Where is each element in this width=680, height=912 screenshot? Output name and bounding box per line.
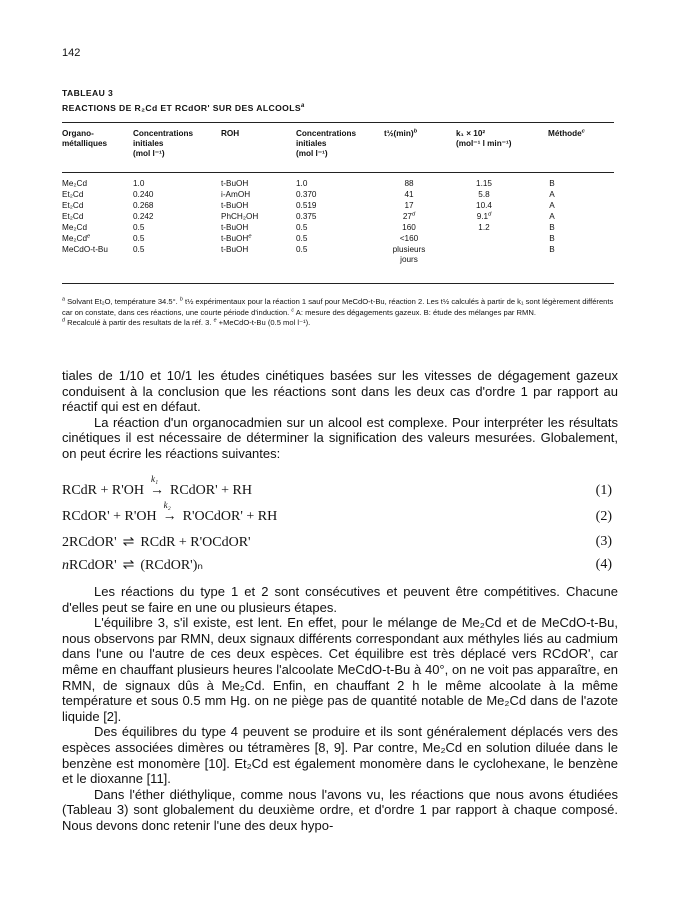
cell-conc1: 0.5 (133, 245, 145, 254)
equation (62, 557, 612, 574)
cell-half-time: plusieurs jours (392, 245, 426, 264)
header-conc1 (133, 129, 193, 159)
cell-method: A (549, 201, 555, 210)
paragraph: L'équilibre 3, s'il existe, est lent. En effet, pour le mélange de Me₂Cd et de MeCdO-t-Bu, nous observons par RMN, deux signaux différents correspondant aux méthyles liés au cadmium dans l'une ou l'autre de ces deux espèces. Cet équilibre est très déplacé vers RCdOR', car même en chauffant plusieurs heures l'alcoolate MeCdO-t-Bu à 40°, on ne voit pas apparaître, en RMN, de signaux dûs à Me₂Cd. Enfin, en chauffant 2 h le même alcoolate à la même température et sous 0.5 mm Hg. on ne piège pas de quantité notable de Me₂Cd dans de l'azote liquide [2]. (62, 615, 618, 724)
header-line: Méthode (548, 129, 582, 138)
rate-constant-label: k₁ (151, 474, 159, 484)
table-label: TABLEAU 3 (62, 88, 114, 98)
paragraph: La réaction d'un organocadmien sur un alcool est complexe. Pour interpréter les résultats cinétiques il est nécessaire de déterminer la signification des valeurs mesurées. Globalement, on peut écrire les réactions suivantes: (62, 414, 618, 461)
footnote-text: t½ expérimentaux pour la réaction 1 sauf pour MeCdO-t-Bu, réaction 2. Les t½ calculés à partir de k₁ sont légèrement différents car on constate, dans ces réactions, une courte période d'induction. (62, 297, 614, 317)
footnote-mark: a (62, 296, 65, 303)
cell-k1: 10.4 (476, 201, 492, 210)
cell-conc2: 0.519 (296, 201, 317, 210)
header-line: (mol l⁻¹) (133, 149, 165, 158)
cell-roh: t-BuOH (221, 223, 249, 232)
cell-roh: PhCH₂OH (221, 212, 259, 221)
footnote-text: Recalculé à partir des resultats de la réf. 3. (67, 318, 212, 327)
cell-method: A (549, 190, 555, 199)
table-header-rule (62, 172, 614, 173)
cell-method: B (549, 234, 555, 243)
equation-number: (2) (595, 509, 612, 524)
header-line: t½(min) (384, 129, 414, 138)
cell-half-time: 17 (404, 201, 414, 210)
equation-lhs: RCdOR' + R'OH (62, 509, 157, 524)
equation-number: (4) (595, 557, 612, 572)
body-text-bottom (62, 584, 618, 834)
cell-method: B (549, 179, 555, 188)
equation-rhs: RCdR + R'OCdOR' (140, 535, 251, 550)
cell-half-time: 41 (404, 190, 414, 199)
header-half-time (384, 129, 417, 139)
table-title-note: a (301, 103, 305, 110)
cell-conc2: 0.5 (296, 223, 308, 232)
table-title: REACTIONS DE R₂Cd ET RCdOR' SUR DES ALCOOLS (62, 103, 302, 113)
equation-arrow: → k₁ (150, 474, 164, 498)
header-line: initiales (296, 139, 327, 148)
footnote-text: +MeCdO-t-Bu (0.5 mol l⁻¹). (218, 318, 311, 327)
header-line: (mol⁻¹ l min⁻¹) (456, 139, 512, 148)
header-note: b (413, 128, 418, 135)
paragraph: Des équilibres du type 4 peuvent se produire et ils sont généralement déplacés vers des espèces associées dimères ou tétramères [8, 9]. Par contre, Me₂Cd en solution diluée dans le benzène est monomère [10]. Et₂Cd est également monomère dans le cyclohexane, le benzène et le dioxanne [11]. (62, 724, 618, 787)
footnote-mark: e (213, 317, 217, 324)
cell-conc2: 1.0 (296, 179, 308, 188)
cell-roh: t-BuOH (221, 179, 249, 188)
cell-k1: 5.8 (478, 190, 490, 199)
cell-conc1: 0.5 (133, 234, 145, 243)
footnote-mark: b (179, 296, 183, 303)
cell-k1: 9.1$^d$ (476, 211, 492, 221)
footnote-mark: c (291, 306, 295, 313)
cell-conc1: 1.0 (133, 179, 145, 188)
cell-organometal: Me₂Cd$^e$ (62, 233, 91, 243)
equation (62, 500, 612, 525)
equation-lhs: 2RCdOR' (62, 535, 117, 550)
table-top-rule (62, 122, 614, 123)
cell-half-time: 160 (402, 223, 416, 232)
equation-arrow: ⇌ (122, 558, 135, 573)
equation-lhs: nRCdOR' (62, 558, 117, 573)
table-bottom-rule (62, 283, 614, 284)
cell-conc2: 0.5 (296, 245, 308, 254)
cell-organometal: Me₂Cd (62, 179, 88, 188)
cell-organometal: Et₂Cd (62, 212, 84, 221)
cell-method: B (549, 245, 555, 254)
header-note: c (581, 128, 585, 135)
cell-conc1: 0.5 (133, 223, 145, 232)
header-line: initiales (133, 139, 164, 148)
cell-organometal: Me₂Cd (62, 223, 88, 232)
cell-roh: t-BuOH (221, 245, 249, 254)
header-k1 (456, 129, 512, 149)
header-line: (mol l⁻¹) (296, 149, 328, 158)
cell-conc1: 0.240 (133, 190, 154, 199)
equation (62, 474, 612, 499)
footnote-text: A: mesure des dégagements gazeux. B: étude des mélanges par RMN. (295, 307, 536, 317)
table-title-line (62, 101, 305, 116)
equation-rhs: RCdOR' + RH (170, 483, 252, 498)
cell-method: B (549, 223, 555, 232)
header-line: Concentrations (296, 129, 357, 138)
cell-conc2: 0.370 (296, 190, 317, 199)
header-organometal (62, 129, 107, 149)
cell-conc1: 0.268 (133, 201, 154, 210)
footnote-text: Solvant Et₂O, température 34.5°. (67, 297, 178, 306)
equation-arrow: ⇌ (122, 535, 135, 550)
header-line: ROH (221, 129, 240, 138)
equation-rhs: (RCdOR')ₙ (140, 558, 203, 573)
paragraph: Les réactions du type 1 et 2 sont consécutives et peuvent être compétitives. Chacune d'elles peut se faire en une ou plusieurs étapes. (62, 584, 618, 615)
cell-k1: 1.15 (476, 179, 492, 188)
cell-roh: t-BuOH (221, 201, 249, 210)
header-line: Concentrations (133, 129, 194, 138)
cell-half-time: 88 (404, 179, 414, 188)
header-line: Organo- (62, 129, 94, 138)
paragraph: tiales de 1/10 et 10/1 les études cinétiques basées sur les vitesses de dégagement gazeux conduisent à la conclusion que les réactions sont dans les deux cas d'ordre 1 par rapport au réactif qui est en défaut. (62, 368, 618, 415)
cell-method: A (549, 212, 555, 221)
paragraph: Dans l'éther diéthylique, comme nous l'avons vu, les réactions que nous avons étudiées (Tableau 3) sont globalement du deuxième ordre, et d'ordre 1 par rapport à chaque composé. Nous devons donc retenir l'une des deux hypo- (62, 786, 618, 833)
cell-roh: i-AmOH (221, 190, 251, 199)
header-line: k₁ × 10² (456, 129, 486, 138)
header-conc2 (296, 129, 356, 159)
cell-half-time: <160 (399, 234, 419, 243)
equation-number: (1) (595, 483, 612, 498)
header-method (548, 129, 585, 139)
table-footnotes (62, 297, 618, 329)
equation-lhs: RCdR + R'OH (62, 483, 144, 498)
rate-constant-label: k₂ (163, 500, 171, 510)
header-line: métalliques (62, 139, 108, 148)
cell-conc1: 0.242 (133, 212, 154, 221)
equation-rhs: R'OCdOR' + RH (182, 509, 278, 524)
cell-organometal: MeCdO-t-Bu (62, 245, 108, 254)
cell-conc2: 0.375 (296, 212, 317, 221)
equation (62, 534, 612, 551)
page-number: 142 (62, 47, 81, 59)
cell-k1: 1.2 (478, 223, 490, 232)
body-text-top (62, 368, 618, 462)
cell-conc2: 0.5 (296, 234, 308, 243)
cell-roh: t-BuOH$^e$ (221, 233, 252, 243)
equation-number: (3) (595, 534, 612, 549)
cell-organometal: Et₂Cd (62, 190, 84, 199)
header-roh (221, 129, 239, 139)
table-caption (62, 86, 305, 116)
equation-arrow: → k₂ (162, 500, 177, 524)
cell-organometal: Et₂Cd (62, 201, 84, 210)
cell-half-time: 27$^d$ (402, 211, 416, 221)
footnote-mark: d (62, 317, 65, 324)
